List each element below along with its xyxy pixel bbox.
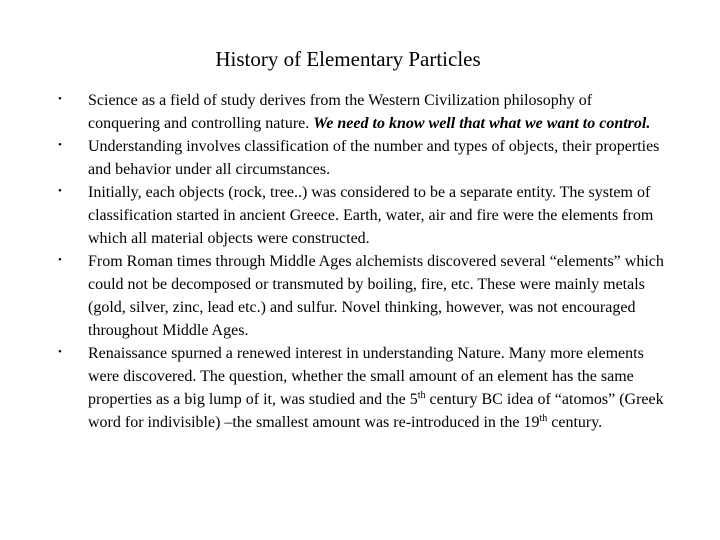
- bullet-text: century BC idea of “atomos” (Greek word for indivisible) –the smallest amount was re-introduced in the 19: [88, 391, 664, 431]
- bullet-marker: •: [58, 346, 62, 358]
- bullet-item-5: [58, 342, 666, 434]
- bullet-marker: •: [58, 185, 62, 197]
- bullet-item-2: [58, 135, 666, 181]
- bullet-text: Science as a field of study derives from the Western Civilization philosophy of conquering and controlling nature.: [88, 92, 593, 132]
- bullet-list: [58, 89, 666, 434]
- bullet-item-1: [58, 89, 666, 135]
- bullet-text: Renaissance spurned a renewed interest in understanding Nature. Many more elements were discovered. The question, whether the small amount of an element has the same properties as a big lump of it, was studied and the 5: [88, 345, 644, 408]
- bullet-emphasis: We need to know well that what we want to control.: [313, 115, 651, 132]
- bullet-item-4: [58, 250, 666, 342]
- bullet-marker: •: [58, 254, 62, 266]
- bullet-marker: •: [58, 139, 62, 151]
- bullet-text: From Roman times through Middle Ages alchemists discovered several “elements” which could not be decomposed or transmuted by boiling, fire, etc. These were mainly metals (gold, silver, zinc, lead etc.) and sulfur. Novel thinking, however, was not encouraged throughout Middle Ages.: [88, 253, 664, 339]
- bullet-text: Understanding involves classification of the number and types of objects, their properties and behavior under all circumstances.: [88, 138, 660, 178]
- slide-title: History of Elementary Particles: [215, 47, 481, 71]
- bullet-text: Initially, each objects (rock, tree..) was considered to be a separate entity. The system of classification started in ancient Greece. Earth, water, air and fire were the elements from which all material objects were constructed.: [88, 184, 654, 247]
- bullet-item-3: [58, 181, 666, 250]
- bullet-text: century.: [547, 414, 603, 431]
- ordinal-suffix: th: [417, 390, 426, 401]
- ordinal-suffix: th: [539, 413, 548, 424]
- bullet-marker: •: [58, 93, 62, 105]
